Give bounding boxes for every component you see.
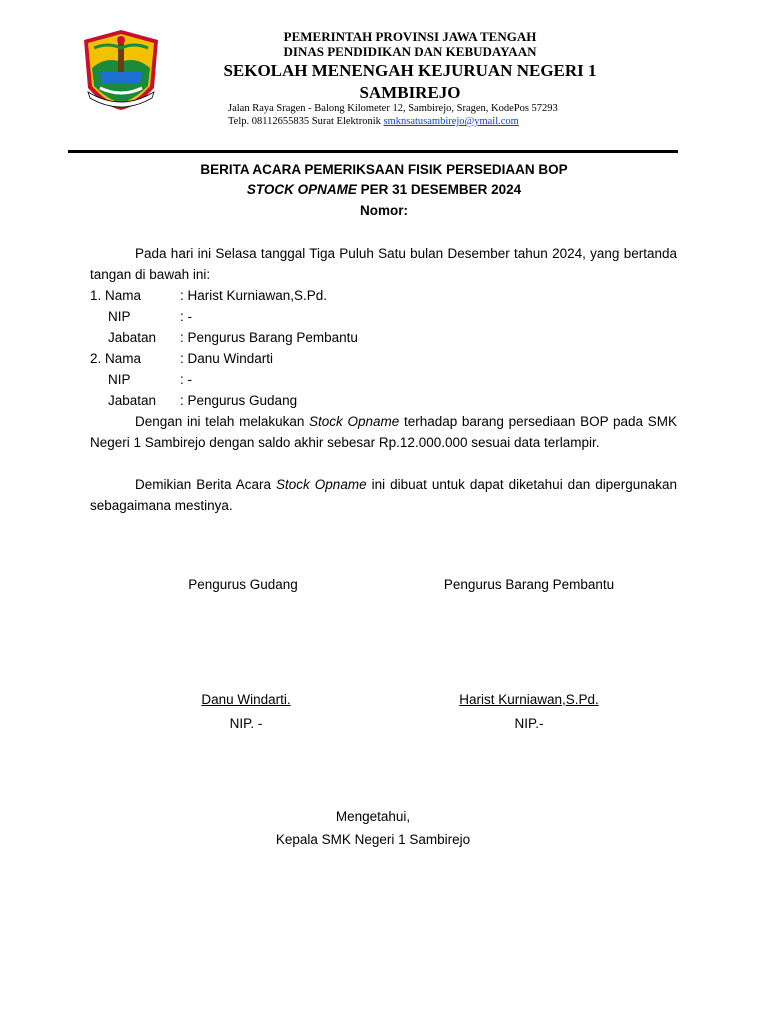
provincial-emblem-logo: [78, 28, 164, 112]
para2-end: terhadap barang persediaan BOP pada SMK Negeri 1 Sambirejo dengan saldo akhir sebesar Rp.12.000.000 sesuai data terlampir.: [90, 414, 677, 450]
subtitle-italic: STOCK OPNAME: [246, 182, 357, 197]
document-title: BERITA ACARA PEMERIKSAAN FISIK PERSEDIAAN BOP: [200, 162, 568, 177]
person-2-no-label: 2. Nama: [90, 351, 142, 366]
document-subtitle: [90, 182, 678, 197]
person-1-name-row: [90, 285, 327, 306]
header-school-name-2: SAMBIREJO: [359, 83, 461, 102]
signature-right-role: Pengurus Barang Pembantu: [443, 577, 615, 592]
person-1-name: : Harist Kurniawan,S.Pd.: [180, 288, 328, 303]
person-1-nip-row: [108, 306, 192, 327]
acknowledge-label: Mengetahui,: [335, 809, 411, 824]
para3-start: Demikian Berita Acara: [135, 477, 277, 492]
signature-left-role: Pengurus Gudang: [188, 577, 298, 592]
person-2-nip-label: NIP: [108, 372, 131, 387]
person-1-jabatan-label: Jabatan: [108, 330, 157, 345]
person-2-jabatan-label: Jabatan: [108, 393, 157, 408]
document-number: Nomor:: [360, 203, 408, 218]
headmaster-role: Kepala SMK Negeri 1 Sambirejo: [275, 832, 471, 847]
header-school-name: SEKOLAH MENENGAH KEJURUAN NEGERI 1: [223, 61, 597, 80]
person-1-nip: : -: [180, 309, 192, 324]
person-2-jabatan: : Pengurus Gudang: [180, 393, 298, 408]
email-link[interactable]: smknsatusambirejo@ymail.com: [383, 116, 519, 127]
signature-right-nip: NIP.-: [514, 716, 544, 731]
para3-end: ini dibuat untuk dapat diketahui dan dipergunakan sebagaimana mestinya.: [90, 477, 678, 513]
subtitle-rest: PER 31 DESEMBER 2024: [356, 182, 522, 197]
para3-italic: Stock Opname: [276, 477, 367, 492]
signature-right-name: Harist Kurniawan,S.Pd.: [459, 692, 599, 707]
intro-paragraph: Pada hari ini Selasa tanggal Tiga Puluh Satu bulan Desember tahun 2024, yang bertanda tangan di bawah ini:: [90, 246, 677, 282]
person-2-name-row: [90, 348, 273, 369]
person-2-nip-row: [108, 369, 192, 390]
person-2-nip: : -: [180, 372, 192, 387]
person-2-jabatan-row: [108, 390, 297, 411]
person-2-name: : Danu Windarti: [180, 351, 274, 366]
signature-left-name: Danu Windarti.: [201, 692, 291, 707]
header-contact: [228, 115, 519, 128]
para2-italic: Stock Opname: [309, 414, 400, 429]
para2-start: Dengan ini telah melakukan: [135, 414, 310, 429]
phone-text: Telp. 08112655835 Surat Elektronik: [228, 116, 384, 127]
person-1-nip-label: NIP: [108, 309, 131, 324]
header-address: Jalan Raya Sragen - Balong Kilometer 12, Sambirejo, Sragen, KodePos 57293: [228, 103, 558, 114]
person-1-jabatan-row: [108, 327, 358, 348]
signature-left-nip: NIP. -: [229, 716, 263, 731]
closing-paragraph: [90, 474, 677, 516]
stock-opname-paragraph: [90, 411, 677, 453]
header-divider: [68, 150, 678, 153]
header-government: PEMERINTAH PROVINSI JAWA TENGAH: [283, 29, 537, 44]
person-1-no-label: 1. Nama: [90, 288, 142, 303]
person-1-jabatan: : Pengurus Barang Pembantu: [180, 330, 358, 345]
header-department: DINAS PENDIDIKAN DAN KEBUDAYAAN: [283, 44, 537, 59]
